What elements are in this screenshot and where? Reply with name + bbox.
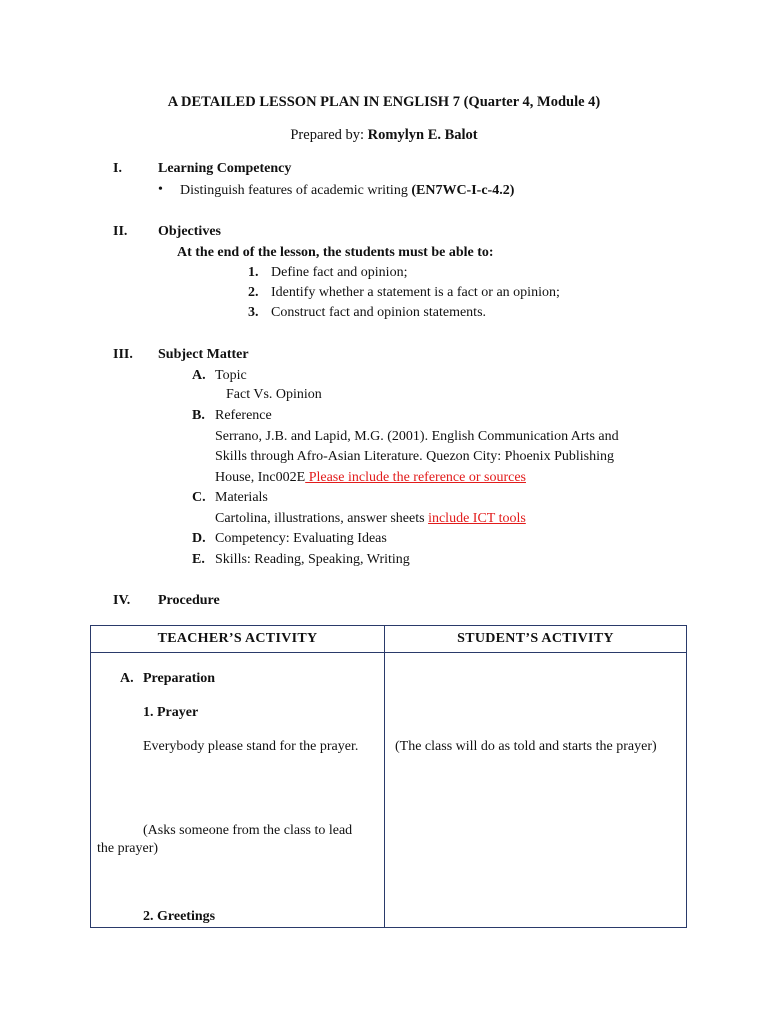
bullet-icon: • xyxy=(158,182,163,197)
asks-line-1: (Asks someone from the class to lead xyxy=(143,823,353,838)
preparation-letter: A. xyxy=(120,671,134,686)
materials-letter: C. xyxy=(192,490,206,505)
teacher-activity-header: TEACHER’S ACTIVITY xyxy=(91,626,385,653)
greetings-heading: 2. Greetings xyxy=(143,909,216,924)
section-heading-procedure: Procedure xyxy=(158,593,220,608)
section-heading-subject-matter: Subject Matter xyxy=(158,347,249,362)
prayer-instruction: Everybody please stand for the prayer. xyxy=(143,739,359,754)
reference-letter: B. xyxy=(192,408,205,423)
competency-text: Distinguish features of academic writing xyxy=(180,183,408,198)
objective-number-2: 2. xyxy=(248,285,259,300)
section-heading-objectives: Objectives xyxy=(158,224,221,239)
section-numeral-iii: III. xyxy=(113,347,133,362)
competency-letter: D. xyxy=(192,531,206,546)
prayer-heading: 1. Prayer xyxy=(143,705,199,720)
topic-value: Fact Vs. Opinion xyxy=(226,387,322,402)
section-numeral-iv: IV. xyxy=(113,593,131,608)
reference-line-2: Skills through Afro-Asian Literature. Quezon City: Phoenix Publishing xyxy=(215,449,614,464)
objective-text-2: Identify whether a statement is a fact or an opinion; xyxy=(271,285,560,300)
section-numeral-i: I. xyxy=(113,161,122,176)
objective-text-1: Define fact and opinion; xyxy=(271,265,408,280)
competency-item xyxy=(180,183,514,199)
objective-text-3: Construct fact and opinion statements. xyxy=(271,305,487,320)
materials-review-comment[interactable]: include ICT tools xyxy=(428,511,526,526)
reference-line-1: Serrano, J.B. and Lapid, M.G. (2001). English Communication Arts and xyxy=(215,429,619,444)
document-title: A DETAILED LESSON PLAN IN ENGLISH 7 (Quarter 4, Module 4) xyxy=(167,94,601,110)
student-activity-header: STUDENT’S ACTIVITY xyxy=(385,626,687,653)
preparation-heading: Preparation xyxy=(143,671,216,686)
student-activity-cell xyxy=(385,653,687,928)
reference-line-3 xyxy=(215,470,526,486)
materials-value: Cartolina, illustrations, answer sheets xyxy=(215,511,429,526)
competency-code: (EN7WC-I-c-4.2) xyxy=(411,183,515,198)
objective-number-3: 3. xyxy=(248,305,259,320)
section-numeral-ii: II. xyxy=(113,224,128,239)
topic-label: Topic xyxy=(215,368,247,383)
objectives-intro: At the end of the lesson, the students must be able to: xyxy=(177,245,494,260)
asks-line-2: the prayer) xyxy=(97,841,159,856)
materials-label: Materials xyxy=(215,490,268,505)
topic-letter: A. xyxy=(192,368,206,383)
section-heading-competency: Learning Competency xyxy=(158,161,292,176)
reference-publisher: House, Inc002E xyxy=(215,470,306,485)
competency-value: Competency: Evaluating Ideas xyxy=(215,531,387,546)
skills-letter: E. xyxy=(192,552,205,567)
prepared-by-name: Romylyn E. Balot xyxy=(367,127,478,143)
materials-line xyxy=(215,511,526,527)
procedure-table xyxy=(90,625,687,928)
reference-label: Reference xyxy=(215,408,272,423)
prepared-by-line xyxy=(0,127,768,144)
skills-value: Skills: Reading, Speaking, Writing xyxy=(215,552,410,567)
objective-number-1: 1. xyxy=(248,265,259,280)
teacher-activity-cell xyxy=(91,653,385,928)
reference-review-comment[interactable]: Please include the reference or sources xyxy=(305,470,526,485)
prepared-by-label: Prepared by: xyxy=(290,127,365,143)
student-prayer-response: (The class will do as told and starts the prayer) xyxy=(395,739,657,754)
